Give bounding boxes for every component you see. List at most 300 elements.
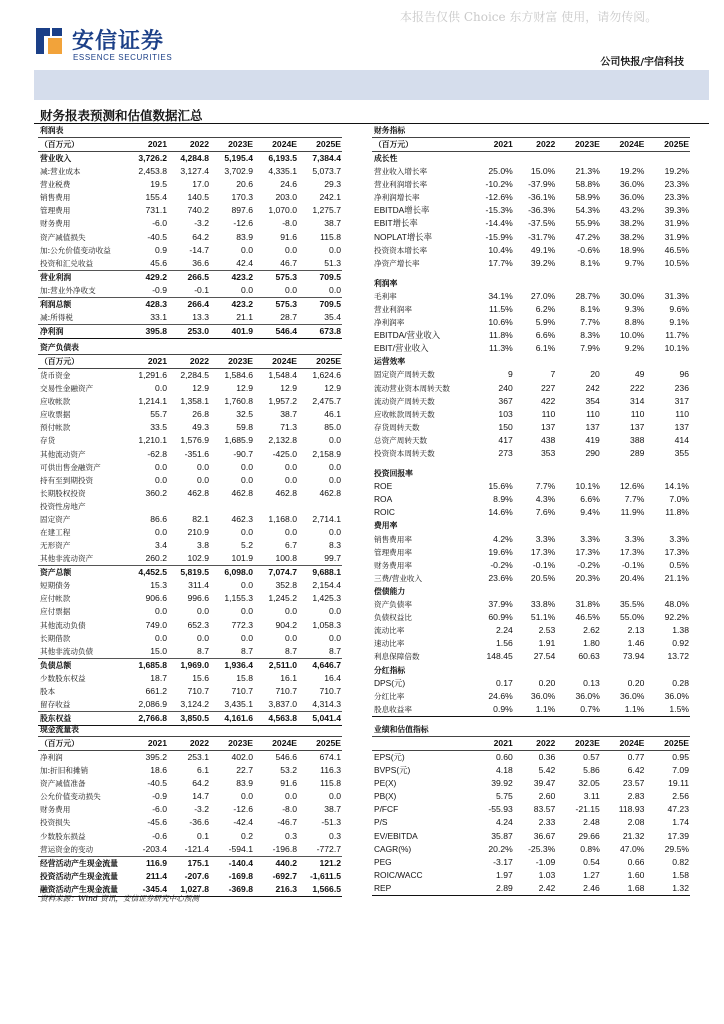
table-row [372,650,690,663]
value-cell: 2,086.9 [126,698,168,712]
row-label: 其他流动资产 [40,449,86,459]
value-cell: 240 [498,382,513,393]
row-label: 应付帐款 [40,594,71,604]
value-cell: -594.1 [210,843,254,857]
value-cell: 3.11 [583,791,600,802]
row-label: 流动比率 [374,626,405,636]
value-cell: 0.0 [241,474,253,485]
table-row [372,408,690,421]
table-title: 利润表 [38,124,126,138]
table-row [372,434,690,447]
value-cell: -351.6 [184,448,209,459]
table-row [38,816,342,829]
value-cell: -121.4 [168,843,210,857]
value-cell: 29.3 [324,179,341,190]
value-cell: 35.5% [620,599,645,610]
row-label: EV/EBITDA [374,830,418,841]
value-cell: 85.0 [324,422,341,433]
unit-label: （百万元） [372,138,471,152]
value-cell: 14.7 [192,791,209,802]
table-row [372,165,690,178]
value-cell: -207.6 [184,870,209,881]
value-cell: 6.42 [627,765,645,776]
table-row [372,816,690,829]
value-cell [645,519,690,532]
year-header: 2025E [298,138,342,152]
table-row [38,698,342,712]
table-header-row [372,138,690,152]
value-cell: 39.3% [664,205,689,216]
value-cell: 24.6 [280,179,297,190]
row-label: ROE [374,481,393,492]
table-row [372,270,690,277]
value-cell [556,355,601,368]
value-cell: 428.3 [145,298,167,309]
table-row [38,297,342,311]
row-label: 应收帐款 [40,397,71,407]
value-cell: 4,563.8 [254,711,298,725]
value-cell: 2.13 [627,625,645,636]
value-cell: 438 [540,434,556,445]
value-cell: 440.2 [275,857,297,868]
value-cell: 103 [498,408,513,419]
value-cell: 3.8 [197,540,209,551]
value-cell: 3,837.0 [254,698,298,712]
value-cell [471,467,514,480]
value-cell: 0.0 [155,632,167,643]
value-cell: 1,168.0 [268,513,297,524]
table-row [372,572,690,585]
value-cell: -0.1% [532,559,556,570]
row-label: 融资活动产生现金流量 [38,883,126,897]
blank-cell [126,341,168,355]
table-row [38,421,342,434]
value-cell: 148.45 [486,651,513,662]
blank-cell [298,723,342,737]
table-row [38,500,342,513]
value-cell: 83.9 [236,231,253,242]
table-row [38,230,342,243]
row-label: 管理费用 [40,206,71,216]
row-label: 资产负债率 [374,600,412,610]
value-cell: 39.92 [491,778,513,789]
table-row [372,519,690,532]
value-cell: 906.6 [145,593,167,604]
row-label: 净利润率 [374,318,405,328]
value-cell: 7,074.7 [268,567,297,578]
value-cell [601,519,646,532]
blank-cell [514,124,557,138]
value-cell: 253.0 [168,324,210,338]
value-cell: 661.2 [145,685,167,696]
brand-name-en: ESSENCE SECURITIES [73,53,173,62]
table-row [372,703,690,717]
table-title: 资产负债表 [38,341,126,355]
value-cell: 2.08 [627,817,645,828]
value-cell [471,277,514,290]
value-cell [514,270,557,277]
value-cell: -14.4% [485,218,513,229]
value-cell: 0.0 [197,461,209,472]
value-cell: 1.91 [538,638,556,649]
value-cell: -40.5 [147,231,167,242]
value-cell: 210.9 [187,527,209,538]
row-label: 加:折旧和摊销 [40,766,89,776]
value-cell: -6.0 [152,804,167,815]
value-cell: 0.8% [580,843,600,854]
row-label: 股东权益 [38,711,126,725]
value-cell: 4.2% [493,533,513,544]
value-cell: -0.9 [126,284,168,298]
table-header-row [38,355,342,369]
value-cell: 0.54 [583,856,600,867]
table-row [38,619,342,632]
row-label: 其他非流动资产 [38,552,126,566]
value-cell: -90.7 [233,448,253,459]
value-cell: 33.1 [126,311,168,325]
value-cell: 36.67 [533,830,556,841]
row-label: 投资回报率 [374,469,413,479]
year-header: 2023E [210,138,254,152]
section-title: 财务报表预测和估值数据汇总 [40,108,203,123]
value-cell: 0.0 [329,461,341,472]
year-header: 2025E [298,355,342,369]
value-cell: 96 [679,369,689,380]
value-cell: 11.3% [489,343,513,354]
row-label: 净利润 [40,753,63,762]
value-cell: 38.7 [324,804,341,815]
row-label: 费用率 [374,521,398,531]
value-cell: 6.2% [535,303,556,314]
row-label: EBIT增长率 [374,218,418,229]
table-row [372,303,690,316]
value-cell: 2,158.9 [312,448,341,459]
value-cell: 32.05 [578,778,600,789]
value-cell: -0.6% [577,244,600,255]
table-row [38,829,342,842]
year-header: 2024E [601,138,646,152]
value-cell [556,270,601,277]
balance-sheet-table [38,341,342,726]
value-cell: 354 [585,395,600,406]
value-cell: 417 [498,434,513,445]
table-row [372,382,690,395]
blank-cell [168,124,210,138]
value-cell: 17.7% [488,257,513,268]
value-cell: 18.9% [620,244,645,255]
value-cell: 2,511.0 [268,659,297,670]
value-cell: 10.1% [575,481,600,492]
table-row [372,751,690,765]
value-cell: 16.4 [324,672,341,683]
row-label: 流动营业资本周转天数 [374,383,450,393]
value-cell: 0.95 [672,752,689,762]
value-cell: 0.0 [285,632,297,643]
value-cell: 1.5% [645,703,690,717]
value-cell: 9.4% [580,507,600,518]
value-cell: 5.42 [538,765,556,776]
value-cell: 11.8% [489,330,513,341]
value-cell: 51.1% [530,612,556,623]
value-cell: 110 [586,408,600,419]
value-cell: -196.8 [254,843,298,857]
table-row [38,204,342,217]
table-row [372,355,690,368]
value-cell: 462.8 [231,487,253,498]
value-cell: 1,027.8 [168,883,210,897]
value-cell: 352.8 [275,580,297,591]
row-label: 可供出售金融资产 [40,462,101,472]
value-cell: 749.0 [145,619,167,630]
value-cell: 118.93 [618,804,645,815]
value-cell [168,500,210,513]
value-cell: 2.56 [672,791,689,802]
value-cell: 423.2 [231,298,253,309]
value-cell: -36.3% [528,205,556,216]
table-row [372,690,690,703]
value-cell [556,585,601,598]
value-cell: 0.0 [197,474,209,485]
value-cell: 367 [498,395,513,406]
value-cell: 36.0% [620,690,645,701]
value-cell: 4,284.8 [180,153,209,163]
value-cell: 0.0 [155,606,167,617]
year-header: 2023E [556,138,601,152]
value-cell: 0.0 [329,606,341,617]
value-cell: 12.9 [192,383,209,394]
value-cell: 3.3% [535,533,556,544]
row-label: 投资活动产生现金流量 [40,871,118,881]
row-label: EBIT/营业收入 [374,343,429,354]
value-cell: 19.2% [664,166,689,177]
table-row [38,270,342,284]
value-cell: -46.7 [277,817,297,828]
value-cell: 317 [674,395,689,406]
value-cell: 2,475.7 [312,396,341,407]
value-cell: 19.5 [150,179,167,190]
value-cell: 0.0 [241,461,253,472]
value-cell: 4.3% [535,494,556,505]
table-row [38,777,342,790]
table-row [38,552,342,566]
table-row [372,611,690,624]
table-row [372,204,690,217]
value-cell: 8.7 [298,645,342,659]
value-cell: 1,957.2 [268,396,297,407]
value-cell: -40.5 [147,778,167,789]
value-cell: 3,124.2 [168,698,210,712]
value-cell: 353 [540,448,556,459]
value-cell: 395.2 [145,752,167,762]
row-label: 投资资本周转天数 [374,449,435,459]
value-cell: 35.4 [298,311,342,325]
value-cell: 423.2 [231,271,253,282]
value-cell: 1.1% [601,703,646,717]
value-cell: 211.4 [145,870,167,881]
value-cell: 242 [585,382,600,393]
value-cell: 121.2 [319,857,341,868]
value-cell: 15.6 [192,672,209,683]
value-cell: 38.7 [280,409,297,420]
value-cell: 5,073.7 [312,166,341,177]
row-label: 营业税费 [40,180,71,190]
value-cell: 12.9 [324,383,341,394]
year-header: 2023E [210,737,254,751]
value-cell: 3.3% [624,533,645,544]
table-row [372,447,690,460]
unit-label [372,737,471,751]
value-cell: 1,760.8 [224,396,253,407]
table-row [38,685,342,698]
value-cell: 0.0 [155,461,167,472]
table-row [38,395,342,408]
value-cell: -692.7 [272,870,297,881]
value-cell: 1.60 [627,869,645,880]
table-row [38,790,342,803]
income-statement-table [38,124,342,339]
table-row [372,663,690,676]
value-cell: 36.0% [530,690,556,701]
value-cell: 137 [540,421,556,432]
value-cell: 0.0 [285,461,297,472]
table-row [372,329,690,342]
value-cell: 20.6 [236,179,253,190]
table-row [38,382,342,395]
blank-cell [645,124,690,138]
table-row [38,592,342,605]
value-cell [514,663,557,676]
table-row [38,751,342,765]
row-label: 负债总额 [40,660,72,670]
value-cell: 9.2% [624,343,645,354]
table-title-row [38,723,342,737]
value-cell: 0.0 [254,284,298,298]
value-cell: 203.0 [275,192,297,203]
table-row [372,421,690,434]
value-cell: 15.8 [236,672,253,683]
value-cell [471,270,514,277]
row-label: 营运资金的变动 [38,843,126,857]
value-cell: 110 [675,408,689,419]
value-cell: 33.5 [150,422,167,433]
value-cell: -140.4 [228,857,253,868]
table-row [372,869,690,882]
year-header: 2021 [126,355,168,369]
value-cell: 15.3 [150,580,167,591]
value-cell: -3.17 [493,856,513,867]
value-cell: 5.2 [241,540,253,551]
row-label: 无形资产 [40,541,71,551]
value-cell [645,663,690,676]
value-cell: 15.0 [126,645,168,659]
table-row [372,764,690,777]
blank-cell [645,723,690,737]
row-label: 管理费用率 [374,547,412,557]
value-cell: 8.7 [210,645,254,659]
value-cell: 422 [540,395,556,406]
value-cell [556,277,601,290]
value-cell: 0.0 [285,527,297,538]
year-header: 2023E [210,355,254,369]
row-label: 短期债务 [40,581,71,591]
value-cell: -8.0 [282,218,297,229]
value-cell: 402.0 [231,752,253,762]
value-cell: 1,155.3 [224,593,253,604]
value-cell: 2,132.8 [268,435,297,446]
value-cell: 0.82 [672,856,689,867]
value-cell: 0.0 [241,580,253,591]
value-cell: 7.7% [580,317,600,328]
table-row [372,368,690,381]
value-cell: 8.7 [168,645,210,659]
value-cell: 7 [550,369,556,380]
value-cell: 140.5 [187,192,209,203]
value-cell: -425.0 [272,448,297,459]
value-cell: 0.0 [329,435,341,446]
value-cell: 8.7 [254,645,298,659]
brand-name: 安信证券 [72,29,165,54]
value-cell: 37.9% [488,599,513,610]
value-cell: 55.0% [620,612,645,623]
table-row [38,672,342,685]
value-cell: 31.3% [664,290,689,301]
year-header: 2025E [298,737,342,751]
value-cell: 8.8% [624,317,645,328]
table-row [38,526,342,539]
value-cell: 2.48 [583,817,600,828]
row-label: 持有至到期投资 [40,475,94,485]
value-cell [471,663,514,676]
row-label: 其他非流动负债 [38,645,126,659]
value-cell: 46.7 [254,257,298,271]
value-cell: 1,275.7 [312,205,341,216]
value-cell: 0.92 [672,638,689,649]
value-cell: 17.3% [664,546,689,557]
value-cell: 21.1 [210,311,254,325]
value-cell: 21.3% [575,166,600,177]
value-cell: 20 [590,369,600,380]
value-cell: 8.1% [580,257,600,268]
value-cell: 0.0 [329,527,341,538]
value-cell: 11.9% [620,507,645,518]
value-cell: 1,566.5 [298,883,342,897]
table-row [372,790,690,803]
value-cell: 9.7% [624,257,645,268]
value-cell: 45.6 [126,257,168,271]
value-cell: 36.0% [575,690,600,701]
value-cell: -37.9% [528,179,556,190]
table-row [372,277,690,290]
value-cell: 0.0 [285,606,297,617]
row-label: 其他流动负债 [40,620,86,630]
table-row [38,178,342,191]
table-row [38,311,342,325]
table-row [38,217,342,230]
value-cell: 86.6 [150,513,167,524]
value-cell: 462.3 [231,513,253,524]
table-title-row [372,723,690,737]
value-cell: 29.5% [664,843,689,854]
value-cell: -62.8 [147,448,167,459]
table-row [38,487,342,500]
value-cell: 0.0 [241,791,253,802]
row-label: 固定资产周转天数 [374,370,435,380]
value-cell: 419 [585,434,600,445]
value-cell: 14.6% [488,507,513,518]
row-label: 资产减值准备 [40,779,86,789]
value-cell: 23.6% [488,572,513,583]
value-cell: 5.75 [496,791,513,802]
